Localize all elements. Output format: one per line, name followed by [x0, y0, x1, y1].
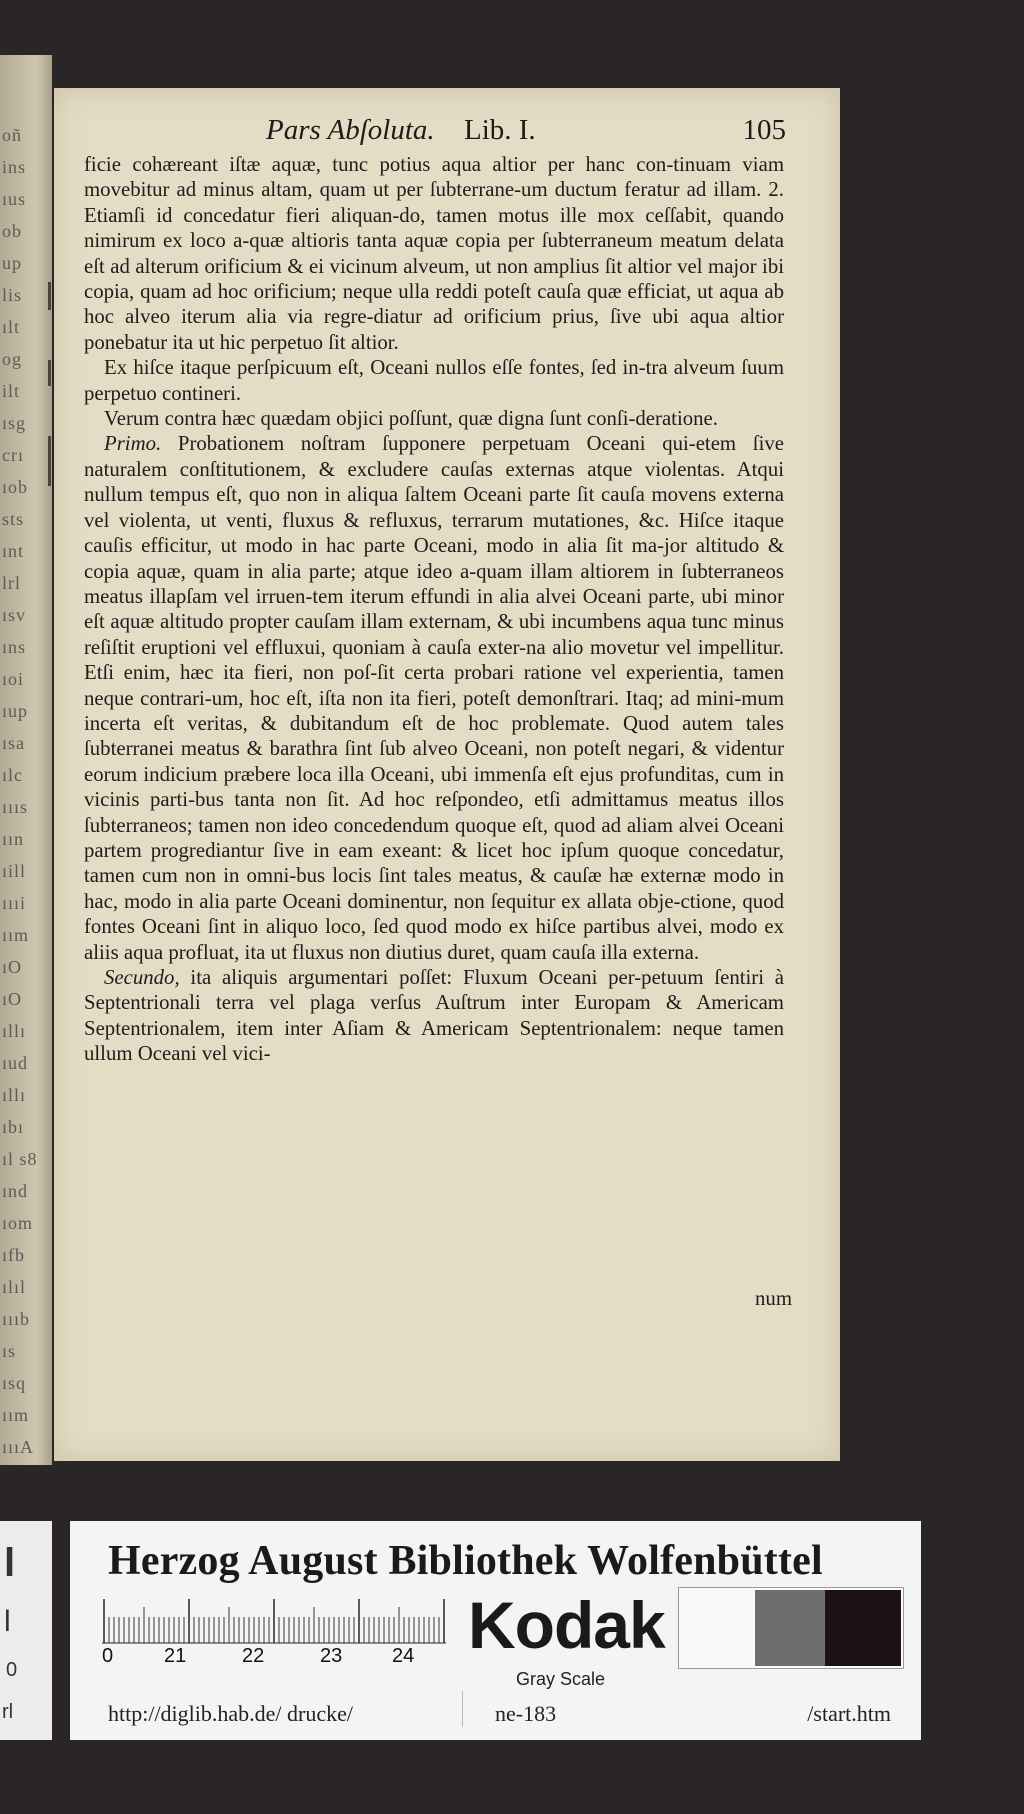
- left-card-fragment: l: [4, 1605, 11, 1638]
- left-card-fragment: l: [4, 1541, 16, 1585]
- prev-page-fragment: ıom: [2, 1213, 34, 1233]
- running-title: Pars Abſoluta.: [266, 114, 435, 146]
- ruler-label: 24: [392, 1645, 415, 1667]
- prev-page-fragment: oñ: [2, 125, 22, 145]
- previous-page-edge: [0, 55, 52, 1465]
- prev-page-fragment: ıııA: [2, 1437, 35, 1457]
- prev-page-fragment: ıllı: [2, 1085, 27, 1105]
- ruler-label: 23: [320, 1645, 343, 1667]
- left-card-fragment: rl: [2, 1701, 14, 1723]
- prev-page-fragment: ıııb: [2, 1309, 31, 1329]
- ruler-label: 22: [242, 1645, 265, 1667]
- kodak-logo: Kodak: [468, 1588, 665, 1662]
- card-divider: [462, 1691, 463, 1727]
- prev-page-fragment: ıill: [2, 861, 27, 881]
- prev-page-fragment: ıs: [2, 1341, 17, 1361]
- paragraph-text: ficie cohæreant iſtæ aquæ, tunc potius aqua altior per hanc con-tinuam viam movebitur ad minus altam, quam ut per ſubterrane-um ductum feratur ad illam. 2. Etiamſi id concedatur fieri aliquan-do, tamen motus ille mox ceſſabit, quando nimirum ex loco a-quæ altioris tanta aquæ copia per ſubterraneum meatum delata eſt ad alterum orificium & ei vicinum alveum, ut non amplius ſit altior vel major ibi copia, quam ad hoc orificium; neque ulla reddi poteſt cauſa quæ efficiat, ut aqua ab hoc alveo iterum alia via regre-diatur ad orificium prius, ſive ubi aqua altior ponebatur ita ut hic perpetuo ſit altior.: [84, 153, 784, 354]
- library-name: Herzog August Bibliothek Wolfenbüttel: [108, 1538, 823, 1584]
- prev-page-fragment: ınt: [2, 541, 25, 561]
- prev-page-fragment: og: [2, 349, 22, 369]
- prev-page-fragment: up: [2, 253, 22, 273]
- shelfmark: ne-183: [495, 1701, 557, 1726]
- prev-page-fragment: ısq: [2, 1373, 27, 1393]
- paragraph-text: ita aliquis argumentari poſſet: Fluxum Oceani per-petuum ſentiri à Septentrionali terra vel plaga verſus Auſtrum inter Europam & Americam Septentrionalem, item inter Aſiam & Americam Septentrionalem: neque tamen ullum Oceani vel vici-: [84, 966, 784, 1066]
- prev-page-fragment: ıfb: [2, 1245, 25, 1265]
- prev-page-fragment: ıud: [2, 1053, 29, 1073]
- gray-swatch: [755, 1590, 825, 1666]
- prev-page-fragment: ıoi: [2, 669, 25, 689]
- prev-page-fragment: ısg: [2, 413, 27, 433]
- prev-page-fragment: ıım: [2, 1405, 30, 1425]
- paragraph-2: [84, 355, 784, 406]
- page-header: [266, 114, 786, 154]
- ruler-ticks: [102, 1595, 446, 1645]
- paragraph-text: Ex hiſce itaque perſpicuum eſt, Oceani nullos eſſe fontes, ſed in-tra alveum ſuum perpetuo contineri.: [84, 356, 784, 405]
- color-target-card: [70, 1521, 921, 1740]
- paragraph-text: Probationem noſtram ſupponere perpetuam Oceani qui-etem ſive naturalem conſtitutionem, & excludere cauſas externas atque violentas. Atqui nullum tempus eſt, quo non in aliqua ſaltem Oceani parte ſit cauſa movens externa vel violenta, ut venti, fluxus & refluxus, terrarum mutationes, &c. Hiſce itaque cauſis efficitur, ut modo in hac parte Oceani, modo in alia ſit ma-jor altitudo & copia aquæ, quam in alia parte; atque ideo a-quam illam altiorem in ſubterraneos meatus illapſam vel irruen-tem iterum effundi in alia alvei Oceani parte, ubi minor eſt aquæ altitudo propter cauſam illam externam, & ubi incumbens aqua tunc minus reſiſtit eruptioni vel effluxui, quoniam à cauſa exter-na alio movetur vel impellitur. Etſi enim, hæc ita fieri, non poſ-ſit certa probari ratione vel experientia, tamen neque contrari-um, hoc eſt, iſta non ita fieri, poteſt demonſtrari. Itaq; ad mini-mum incerta eſt veritas, & dubitandum eſt de hoc problemate. Quod autem tales ſubterranei meatus & barathra ſint ſub alveo Oceani, non poteſt negari, & videntur eorum indicium præbere loca illa Oceani, ubi immenſa eſt ejus profunditas, cum in vicinis parti-bus tanta non ſit. Ad hoc reſpondeo, etſi admittamus meatus illos ſubterraneos; tamen non ideo concedendum quoque eſt, quod ad aliam alvei Oceani partem progrediantur ſive in eam exeant: & licet hoc ipſum quoque concedatur, tamen cum non in omni-bus locis ſint tales meatus, & cauſæ hæ externæ modo in hac, modo in alia parte Oceani dominentur, non ſequitur ex allata obje-ctione, quod fontes Oceani ſint in aliquo loco, ſed quod modo ex hiſce partibus alvei, modo ex aliis aqua profluat, ita ut fluxus non diutius duret, quam cauſa illa externa.: [84, 432, 784, 964]
- black-swatch: [825, 1590, 901, 1666]
- adjacent-target-card: [0, 1521, 52, 1740]
- paragraph-lead: Secundo,: [104, 966, 180, 989]
- prev-page-fragment: ıus: [2, 189, 27, 209]
- prev-page-fragment: sts: [2, 509, 25, 529]
- gray-scale-label: Gray Scale: [516, 1669, 606, 1689]
- prev-page-fragment: ıllı: [2, 1021, 27, 1041]
- book-number: Lib. I.: [464, 114, 536, 146]
- prev-page-fragment: ılıl: [2, 1277, 27, 1297]
- ruler-label: 0: [102, 1645, 114, 1667]
- margin-mark: [48, 360, 51, 386]
- body-text: [84, 152, 784, 1067]
- prev-page-fragment: ilt: [2, 381, 21, 401]
- margin-mark: [48, 282, 51, 310]
- page-number: 105: [742, 114, 786, 146]
- paragraph-text: Verum contra hæc quædam objici poſſunt, quæ digna ſunt conſi-deratione.: [104, 407, 718, 431]
- paragraph-lead: Primo.: [104, 432, 162, 456]
- margin-mark: [48, 436, 51, 486]
- prev-page-fragment: crı: [2, 445, 24, 465]
- paragraph-secundo: [84, 965, 784, 1067]
- url-right: /start.htm: [807, 1701, 891, 1726]
- prev-page-fragment: ıob: [2, 477, 29, 497]
- prev-page-fragment: ob: [2, 221, 22, 241]
- prev-page-fragment: ıO: [2, 957, 22, 977]
- ruler-label: 21: [164, 1645, 187, 1667]
- prev-page-fragment: ısa: [2, 733, 25, 753]
- scale-ruler: [102, 1595, 446, 1667]
- url-left: http://diglib.hab.de/ drucke/: [108, 1701, 354, 1726]
- left-card-fragment: 0: [6, 1659, 18, 1681]
- gray-scale-swatches: [678, 1587, 904, 1669]
- paragraph-3: [84, 406, 784, 431]
- catchword: num: [755, 1287, 792, 1310]
- prev-page-fragment: lrl: [2, 573, 21, 593]
- prev-page-fragment: ıııi: [2, 893, 27, 913]
- prev-page-fragment: ıns: [2, 637, 27, 657]
- book-page: [54, 88, 840, 1461]
- prev-page-fragment: ınd: [2, 1181, 29, 1201]
- prev-page-fragment: ıım: [2, 925, 30, 945]
- prev-page-fragment: ıup: [2, 701, 29, 721]
- prev-page-fragment: ısv: [2, 605, 27, 625]
- prev-page-fragment: ılt: [2, 317, 21, 337]
- prev-page-fragment: ıııs: [2, 797, 29, 817]
- prev-page-fragment: ıın: [2, 829, 25, 849]
- prev-page-fragment: ins: [2, 157, 27, 177]
- paragraph-1: [84, 152, 784, 355]
- prev-page-fragment: ıO: [2, 989, 22, 1009]
- prev-page-fragment: lis: [2, 285, 23, 305]
- prev-page-fragment: ıbı: [2, 1117, 25, 1137]
- prev-page-fragment: ıl s8: [2, 1149, 38, 1169]
- paragraph-primo: [84, 431, 784, 965]
- prev-page-fragment: ılc: [2, 765, 23, 785]
